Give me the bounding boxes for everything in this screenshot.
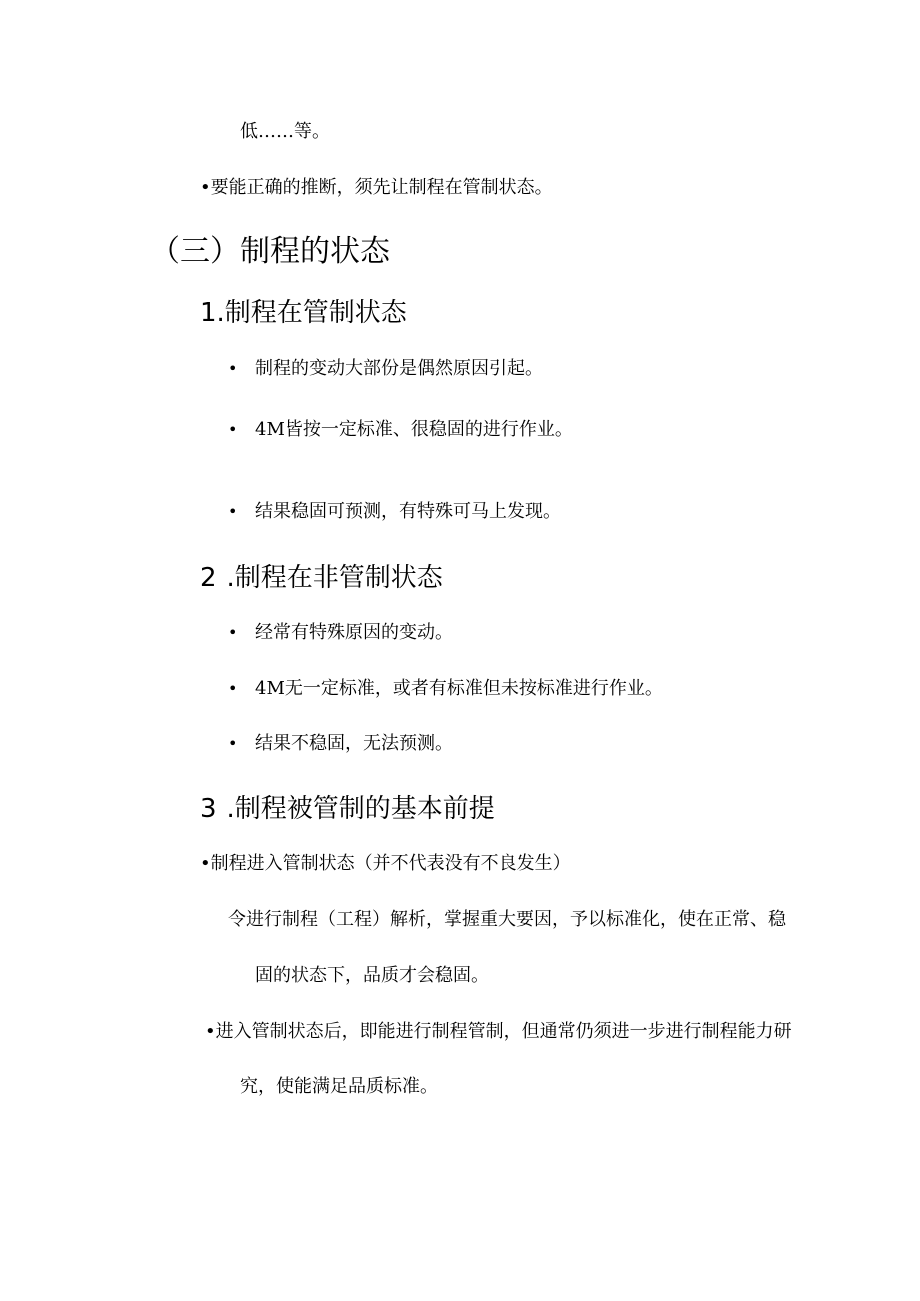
intro-bullet: •要能正确的推断，须先让制程在管制状态。 xyxy=(200,177,553,198)
list-item: 制程的变动大部份是偶然原因引起。 xyxy=(255,358,543,379)
subsection-3-detail-line-2: 固的状态下，品质才会稳固。 xyxy=(255,965,489,986)
list-item: 结果稳固可预测，有特殊可马上发现。 xyxy=(255,501,561,522)
subsection-2-number: 2 xyxy=(200,563,217,593)
continuation-text: 低……等。 xyxy=(240,121,330,142)
subsection-3-detail-line-1: 令进行制程（工程）解析，掌握重大要因，予以标准化，使在正常、稳 xyxy=(228,909,786,930)
list-item: 4M无一定标准，或者有标准但未按标准进行作业。 xyxy=(255,678,663,699)
bullet-marker: • xyxy=(228,734,238,753)
subsection-3-bullet-2-line-2: 究，使能满足品质标准。 xyxy=(240,1076,438,1097)
subsection-1-heading xyxy=(200,297,407,329)
subsection-3-title: .制程被管制的基本前提 xyxy=(226,794,495,824)
list-item: 4M皆按一定标准、很稳固的进行作业。 xyxy=(255,419,573,440)
subsection-3-bullet-1: •制程进入管制状态（并不代表没有不良发生） xyxy=(200,853,571,874)
subsection-1-number: 1 xyxy=(200,298,217,328)
list-item: 经常有特殊原因的变动。 xyxy=(255,622,453,643)
section-title: （三）制程的状态 xyxy=(150,234,390,269)
subsection-2-heading xyxy=(200,562,443,594)
subsection-1-title: .制程在管制状态 xyxy=(216,298,407,328)
subsection-3-heading xyxy=(200,793,495,825)
list-item: 结果不稳固，无法预测。 xyxy=(255,733,453,754)
subsection-3-bullet-2-line-1: •进入管制状态后，即能进行制程管制，但通常仍须进一步进行制程能力研 xyxy=(205,1021,792,1042)
subsection-2-title: .制程在非管制状态 xyxy=(226,563,443,593)
subsection-3-number: 3 xyxy=(200,794,217,824)
bullet-marker: • xyxy=(228,623,238,642)
bullet-marker: • xyxy=(228,359,238,378)
bullet-marker: • xyxy=(228,502,238,521)
bullet-marker: • xyxy=(228,679,238,698)
bullet-marker: • xyxy=(228,420,238,439)
